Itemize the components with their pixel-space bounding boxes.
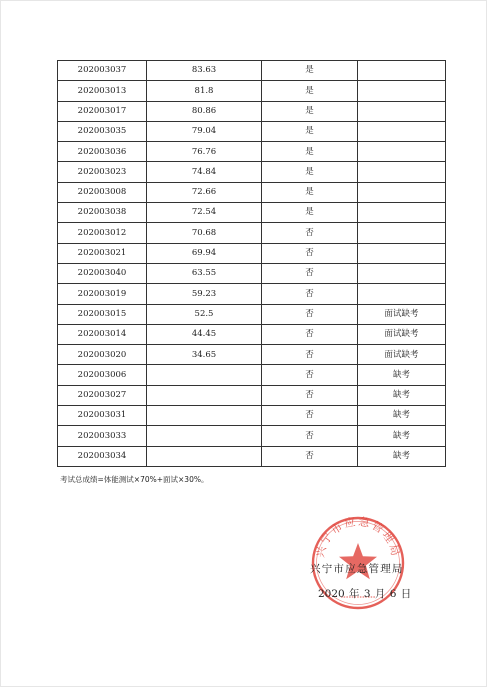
total-score-cell: 72.54: [147, 203, 262, 223]
issue-date: 2020 年 3 月 6 日: [318, 588, 412, 600]
table-row: [58, 162, 446, 182]
table-row: [58, 223, 446, 243]
candidate-id-cell: 202003034: [58, 446, 147, 466]
qualified-cell: 是: [262, 162, 358, 182]
remark-cell: [358, 203, 446, 223]
total-score-cell: 83.63: [147, 61, 262, 81]
total-score-cell: 76.76: [147, 142, 262, 162]
qualified-cell: 否: [262, 263, 358, 283]
total-score-cell: [147, 385, 262, 405]
table-row: [58, 406, 446, 426]
table-row: [58, 142, 446, 162]
table-row: [58, 101, 446, 121]
table-row: [58, 263, 446, 283]
table-row: [58, 203, 446, 223]
total-score-cell: 44.45: [147, 324, 262, 344]
candidate-id-cell: 202003019: [58, 284, 147, 304]
table-row: [58, 304, 446, 324]
score-formula-note: 考试总成绩=体能测试×70%+面试×30%。: [60, 475, 209, 484]
qualified-cell: 否: [262, 406, 358, 426]
qualified-cell: 是: [262, 101, 358, 121]
table-row: [58, 365, 446, 385]
remark-cell: [358, 81, 446, 101]
remark-cell: [358, 121, 446, 141]
qualified-cell: 否: [262, 324, 358, 344]
seal-text: 兴宁市应急管理局: [313, 515, 403, 559]
remark-cell: [358, 243, 446, 263]
total-score-cell: 81.8: [147, 81, 262, 101]
candidate-id-cell: 202003015: [58, 304, 147, 324]
qualified-cell: 否: [262, 385, 358, 405]
qualified-cell: 否: [262, 446, 358, 466]
remark-cell: [358, 263, 446, 283]
qualified-cell: 否: [262, 284, 358, 304]
remark-cell: [358, 182, 446, 202]
table-row: [58, 446, 446, 466]
candidate-id-cell: 202003040: [58, 263, 147, 283]
remark-cell: 面试缺考: [358, 304, 446, 324]
issuing-authority: 兴宁市应急管理局: [310, 563, 404, 575]
results-table-body: [58, 61, 446, 467]
total-score-cell: [147, 365, 262, 385]
candidate-id-cell: 202003035: [58, 121, 147, 141]
qualified-cell: 是: [262, 61, 358, 81]
remark-cell: [358, 101, 446, 121]
table-row: [58, 121, 446, 141]
table-row: [58, 81, 446, 101]
table-row: [58, 284, 446, 304]
remark-cell: 缺考: [358, 446, 446, 466]
total-score-cell: 34.65: [147, 345, 262, 365]
remark-cell: [358, 142, 446, 162]
total-score-cell: 70.68: [147, 223, 262, 243]
qualified-cell: 是: [262, 182, 358, 202]
table-row: [58, 61, 446, 81]
total-score-cell: 74.84: [147, 162, 262, 182]
candidate-id-cell: 202003023: [58, 162, 147, 182]
candidate-id-cell: 202003033: [58, 426, 147, 446]
candidate-id-cell: 202003037: [58, 61, 147, 81]
candidate-id-cell: 202003017: [58, 101, 147, 121]
table-row: [58, 243, 446, 263]
total-score-cell: 63.55: [147, 263, 262, 283]
total-score-cell: 72.66: [147, 182, 262, 202]
candidate-id-cell: 202003008: [58, 182, 147, 202]
remark-cell: 缺考: [358, 365, 446, 385]
remark-cell: [358, 162, 446, 182]
candidate-id-cell: 202003013: [58, 81, 147, 101]
remark-cell: 面试缺考: [358, 345, 446, 365]
total-score-cell: [147, 406, 262, 426]
table-row: [58, 324, 446, 344]
table-row: [58, 385, 446, 405]
candidate-id-cell: 202003038: [58, 203, 147, 223]
qualified-cell: 否: [262, 345, 358, 365]
remark-cell: [358, 223, 446, 243]
total-score-cell: [147, 446, 262, 466]
qualified-cell: 否: [262, 243, 358, 263]
remark-cell: [358, 284, 446, 304]
qualified-cell: 否: [262, 426, 358, 446]
qualified-cell: 否: [262, 304, 358, 324]
table-row: [58, 345, 446, 365]
total-score-cell: 79.04: [147, 121, 262, 141]
total-score-cell: 80.86: [147, 101, 262, 121]
candidate-id-cell: 202003027: [58, 385, 147, 405]
remark-cell: [358, 61, 446, 81]
total-score-cell: [147, 426, 262, 446]
results-table: [57, 60, 446, 467]
candidate-id-cell: 202003014: [58, 324, 147, 344]
qualified-cell: 是: [262, 203, 358, 223]
candidate-id-cell: 202003036: [58, 142, 147, 162]
qualified-cell: 是: [262, 121, 358, 141]
candidate-id-cell: 202003031: [58, 406, 147, 426]
table-row: [58, 426, 446, 446]
candidate-id-cell: 202003021: [58, 243, 147, 263]
total-score-cell: 52.5: [147, 304, 262, 324]
qualified-cell: 是: [262, 81, 358, 101]
total-score-cell: 69.94: [147, 243, 262, 263]
table-row: [58, 182, 446, 202]
candidate-id-cell: 202003012: [58, 223, 147, 243]
remark-cell: 面试缺考: [358, 324, 446, 344]
candidate-id-cell: 202003020: [58, 345, 147, 365]
qualified-cell: 否: [262, 365, 358, 385]
remark-cell: 缺考: [358, 426, 446, 446]
remark-cell: 缺考: [358, 385, 446, 405]
qualified-cell: 是: [262, 142, 358, 162]
remark-cell: 缺考: [358, 406, 446, 426]
qualified-cell: 否: [262, 223, 358, 243]
candidate-id-cell: 202003006: [58, 365, 147, 385]
total-score-cell: 59.23: [147, 284, 262, 304]
